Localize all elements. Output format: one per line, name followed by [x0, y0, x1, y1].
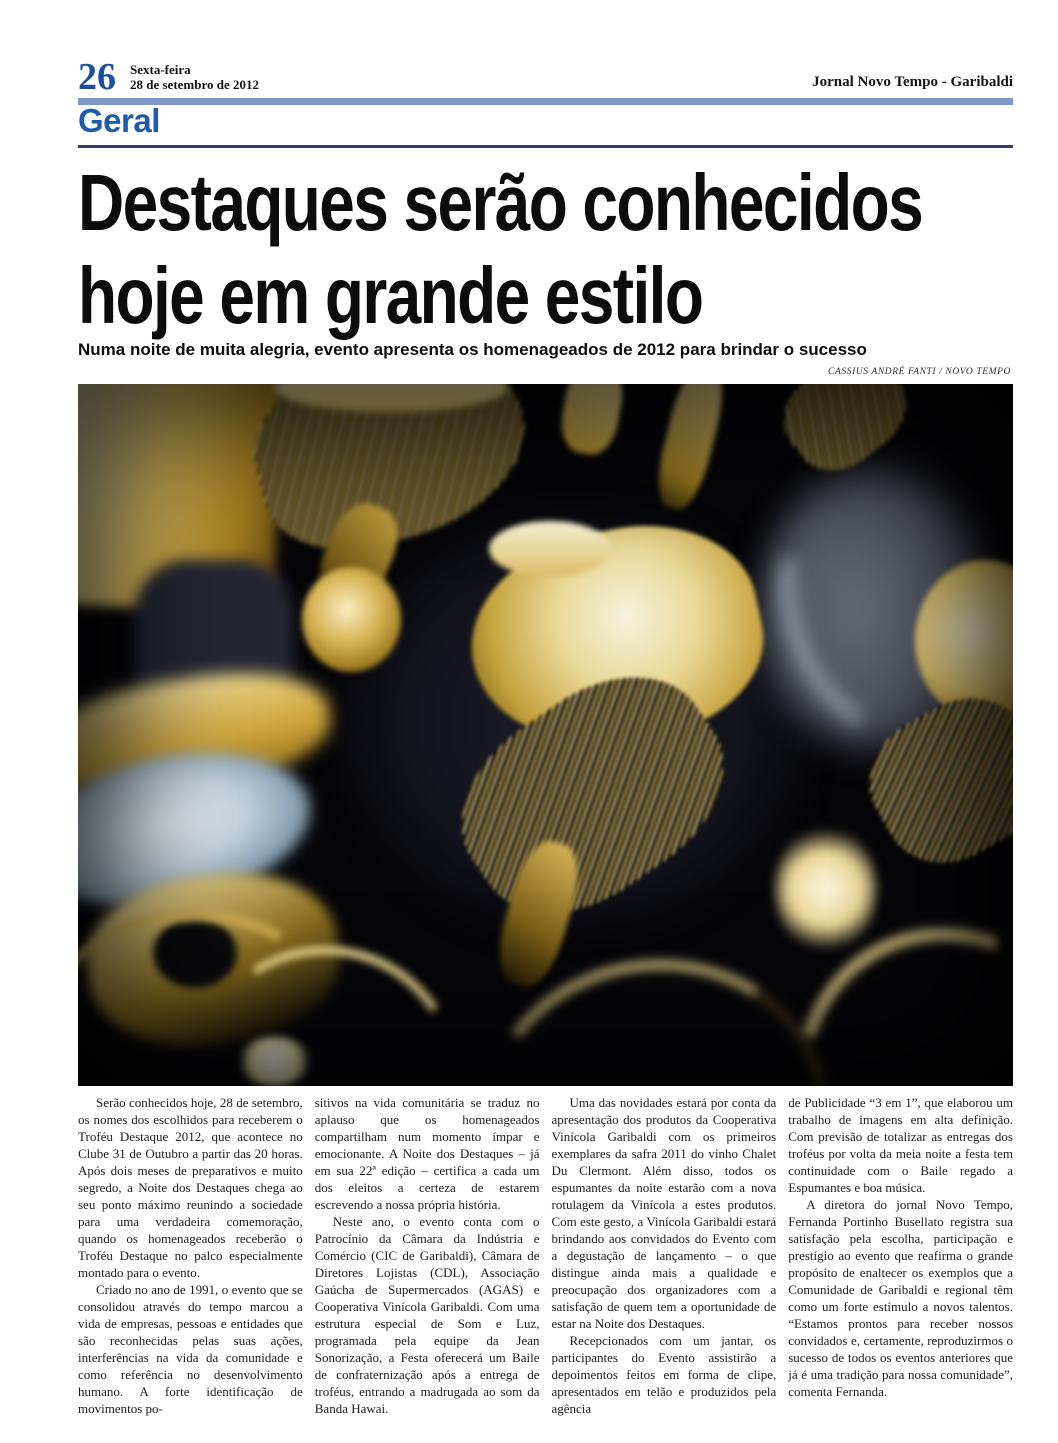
photo-vignette	[78, 384, 1013, 1086]
header-blue-bar	[78, 98, 1013, 105]
photo-credit: CASSIUS ANDRÉ FANTI / NOVO TEMPO	[828, 367, 1011, 377]
edition-date	[130, 62, 259, 92]
section-label: Geral	[78, 102, 160, 139]
edition-weekday: Sexta-feira	[130, 62, 191, 77]
page-content	[78, 0, 1013, 1443]
trophies-photo	[78, 384, 1013, 1086]
paragraph: Uma das novidades estará por conta da apresentação dos produtos da Cooperativa Vinícola Garibaldi com os primeiros exemplares da safra 2011 do vinho Chalet Du Clermont. Além disso, todos os espumantes da noite estarão com a nova rotulagem da Vinícola a estes produtos. Com este gesto, a Vinícola Garibaldi estará brindando aos convidados do Evento com a degustação de lançamento – o que distingue ainda mais a qualidade e preocupação dos organizadores com a satisfação de quem tem a oportunidade de estar na Noite dos Destaques.	[551, 1095, 777, 1331]
headline-line-2: hoje em grande estilo	[78, 251, 703, 340]
article-body	[78, 1094, 1013, 1417]
headline-line-1: Destaques serão conhecidos	[78, 158, 923, 247]
deck: Numa noite de muita alegria, evento apresenta os homenageados de 2012 para brindar o sucesso	[78, 340, 867, 359]
paragraph: Serão conhecidos hoje, 28 de setembro, os nomes dos escolhidos para receberem o Troféu Destaque 2012, que acontece no Clube 31 de Outubro a partir das 20 horas. Após dois meses de preparativos e muito segredo, a Noite dos Destaques chega ao seu ponto máximo reunindo a sociedade para uma verdadeira comemoração, quando os homenageados receberão o Troféu Destaque no palco especialmente montado para o evento.	[78, 1095, 303, 1280]
edition-date-line: 28 de setembro de 2012	[130, 77, 260, 92]
paragraph: A diretora do jornal Novo Tempo, Fernanda Portinho Busellato registra sua satisfação pela escolha, participação e prestígio ao evento que reafirma o grande propósito de enaltecer os exemplos que a Comunidade de Garibaldi e regional têm como um forte estímulo a novos talentos. “Estamos prontos para receber nossos convidados e, certamente, reproduzirmos o sucesso de todos os eventos anteriores que já é uma tradição para nossa comunidade”, comenta Fernanda.	[788, 1197, 1013, 1399]
article-column-1	[78, 1094, 303, 1417]
masthead: Jornal Novo Tempo - Garibaldi	[812, 74, 1013, 90]
section-rule	[78, 145, 1013, 148]
article-column-3	[552, 1094, 777, 1417]
paragraph: Criado no ano de 1991, o evento que se consolidou através do tempo marcou a vida de empresas, pessoas e entidades que são reconhecidas pelas suas ações, interferências na vida da comunidade e como referência no desenvolvimento humano. A forte identificação de movimentos po-	[78, 1282, 303, 1416]
paragraph: Neste ano, o evento conta com o Patrocínio da Câmara da Indústria e Comércio (CIC de Garibaldi), Câmara de Diretores Lojistas (CDL), Associação Gaúcha de Supermercados (AGAS) e Cooperativa Vinícola Garibaldi. Com uma estrutura especial de Som e Luz, programada pela equipe da Jean Sonorização, a Festa oferecerá um Baile de confraternização após a entrega de troféus, entrando a madrugada ao som da Banda Hawai.	[314, 1214, 540, 1416]
page-number: 26	[78, 56, 116, 98]
paragraph: Recepcionados com um jantar, os participantes do Evento assistirão a depoimentos feitos em forma de clipe, apresentados em telão e produzidos pela agência	[551, 1333, 777, 1416]
headline	[78, 156, 1058, 342]
paragraph: de Publicidade “3 em 1”, que elaborou um trabalho de imagens em alta definição. Com previsão de totalizar as entregas dos troféus por volta da meia noite a festa tem continuidade com o Baile regado a Espumantes e boa música.	[788, 1095, 1013, 1195]
paragraph: sitivos na vida comunitária se traduz no aplauso que os homenageados compartilham num momento ímpar e emocionante. A Noite dos Destaques – já em sua 22ª edição – certifica a cada um dos eleitos a certeza de estarem escrevendo a nossa própria história.	[314, 1095, 540, 1212]
article-column-4	[788, 1094, 1013, 1417]
article-column-2	[315, 1094, 540, 1417]
